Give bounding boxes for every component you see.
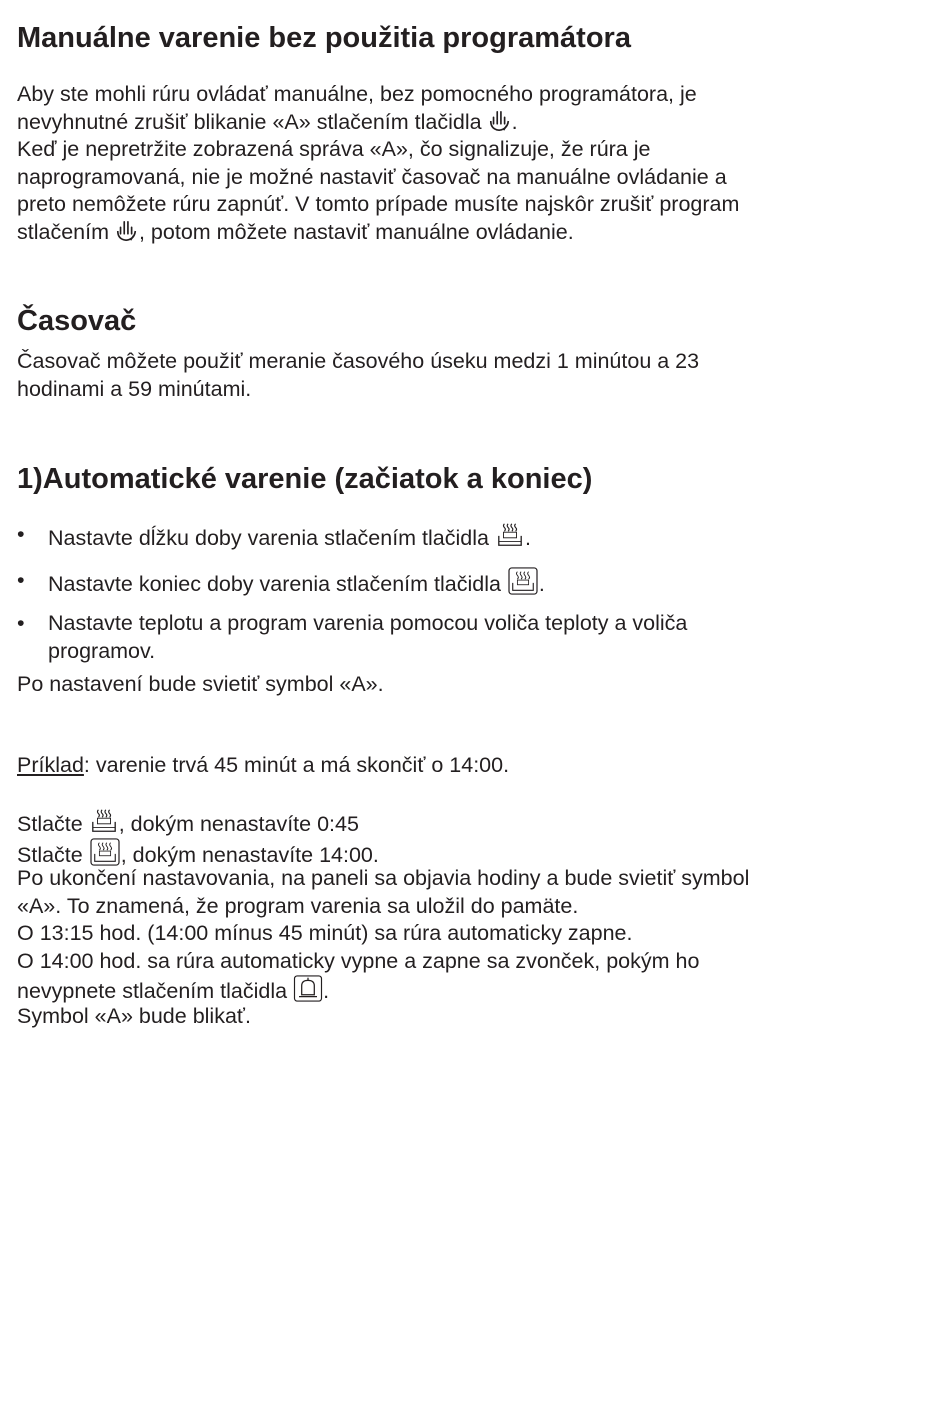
text-line: programov. (48, 638, 156, 663)
bell-icon (293, 975, 323, 1002)
bullet: • (17, 611, 25, 635)
text-fragment: Stlačte (17, 842, 89, 867)
text-fragment: : varenie trvá 45 minút a má skončiť o 14:00. (83, 753, 510, 777)
list-item (17, 610, 897, 665)
paragraph-manual-cooking (17, 81, 739, 246)
cooking-end-icon (89, 838, 121, 866)
paragraph-example-intro (17, 752, 509, 780)
text-fragment: . (323, 979, 330, 1003)
text-line: Časovač môžete použiť meranie časového úseku medzi 1 minútou a 23 (17, 349, 700, 373)
text-line: Symbol «A» bude blikať. (17, 1003, 251, 1028)
text-line: Aby ste mohli rúru ovládať manuálne, bez pomocného programátora, je (17, 82, 697, 106)
paragraph-after-steps (17, 671, 384, 699)
paragraph-example-details (17, 865, 749, 1030)
heading-manual-cooking: Manuálne varenie bez použitia programátora (17, 22, 631, 54)
text-line: Po nastavení bude svietiť symbol «A». (17, 672, 384, 696)
text-line (17, 219, 739, 247)
cooking-end-icon (507, 567, 539, 595)
text-line: Keď je nepretržite zobrazená správa «A», čo signalizuje, že rúra je (17, 137, 651, 161)
text-line: «A». To znamená, že program varenia sa uložil do pamäte. (17, 893, 579, 918)
text-fragment: , dokým nenastavíte 0:45 (118, 812, 359, 836)
text-fragment: Stlačte (17, 812, 89, 836)
text-line: O 14:00 hod. sa rúra automaticky vypne a zapne sa zvonček, pokým ho (17, 948, 700, 973)
text-fragment: nevyhnutné zrušiť blikanie «A» stlačením tlačidla (17, 109, 488, 134)
heading-automatic-cooking: 1)Automatické varenie (začiatok a koniec) (17, 463, 593, 495)
example-label: Príklad (17, 753, 84, 777)
text-fragment: stlačením (17, 219, 115, 244)
text-line (17, 109, 739, 137)
text-fragment: Nastavte dĺžku doby varenia stlačením tlačidla (48, 526, 495, 550)
cooking-duration-icon (495, 521, 525, 549)
hand-manual-icon (115, 219, 139, 243)
paragraph-timer (17, 348, 699, 403)
text-line: O 13:15 hod. (14:00 mínus 45 minút) sa rúra automaticky zapne. (17, 921, 633, 945)
list-item (17, 567, 897, 599)
text-fragment: Nastavte koniec doby varenia stlačením tlačidla (48, 571, 507, 596)
text-line (17, 975, 749, 1003)
text-line (17, 752, 509, 780)
text-line: Nastavte teplotu a program varenia pomocou voliča teploty a voliča (48, 611, 688, 635)
hand-manual-icon (488, 109, 512, 133)
text-line (17, 807, 379, 838)
heading-timer: Časovač (17, 305, 137, 337)
text-fragment: . (538, 571, 545, 596)
text-fragment: . (524, 526, 531, 550)
text-fragment: , dokým nenastavíte 14:00. (120, 842, 379, 867)
text-fragment: . (511, 109, 518, 134)
bullet: • (17, 567, 25, 592)
text-line: preto nemôžete rúru zapnúť. V tomto prípade musíte najskôr zrušiť program (17, 192, 740, 216)
text-fragment: , potom môžete nastaviť manuálne ovládanie. (138, 219, 574, 244)
cooking-duration-icon (89, 807, 119, 835)
text-line: Po ukončení nastavovania, na paneli sa objavia hodiny a bude svietiť symbol (17, 866, 750, 890)
paragraph-example-steps (17, 807, 379, 868)
text-line: naprogramovaná, nie je možné nastaviť časovač na manuálne ovládanie a (17, 164, 727, 189)
bullet: • (17, 522, 25, 546)
text-line: hodinami a 59 minútami. (17, 376, 252, 401)
steps-list (17, 521, 897, 665)
list-item (17, 521, 897, 553)
text-line (17, 838, 379, 869)
text-fragment: nevypnete stlačením tlačidla (17, 979, 294, 1003)
